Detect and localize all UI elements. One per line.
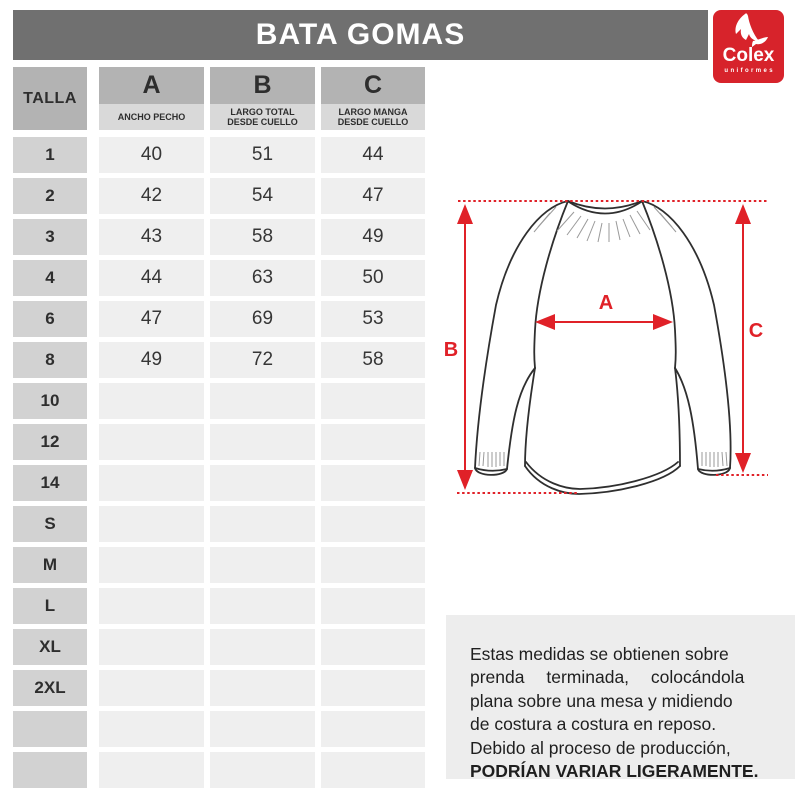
measure-b-cell: 54: [210, 178, 315, 214]
measure-c-cell: [321, 629, 425, 665]
measure-c-cell: 53: [321, 301, 425, 337]
table-row: [13, 547, 425, 583]
measure-c-cell: [321, 711, 425, 747]
measure-b-cell: [210, 711, 315, 747]
table-row: [13, 137, 425, 173]
note-line: Estas medidas se obtienen sobre: [470, 644, 729, 664]
measure-b-cell: 58: [210, 219, 315, 255]
measure-c-cell: [321, 424, 425, 460]
talla-header-cell: TALLA: [13, 67, 87, 130]
measure-b-cell: [210, 629, 315, 665]
logo-tagline-text: uniformes: [724, 68, 775, 74]
table-row: [13, 301, 425, 337]
measure-a-cell: [99, 383, 204, 419]
size-label-cell: 6: [13, 301, 87, 337]
wing-bird-icon: [713, 10, 784, 48]
size-label-cell: [13, 711, 87, 747]
size-label-cell: XL: [13, 629, 87, 665]
size-label-cell: 2: [13, 178, 87, 214]
title-bar: [13, 10, 708, 60]
note-line: prenda terminada, colocándola: [470, 667, 745, 688]
measure-c-cell: [321, 588, 425, 624]
size-label-cell: L: [13, 588, 87, 624]
measure-a-cell: [99, 752, 204, 788]
table-row: [13, 219, 425, 255]
table-row: [13, 752, 425, 788]
note-line: plana sobre una mesa y midiendo: [470, 690, 733, 711]
measure-a-label: A: [598, 292, 614, 314]
measure-b-cell: [210, 465, 315, 501]
measure-c-cell: [321, 383, 425, 419]
measurement-note: [446, 615, 795, 782]
measure-a-cell: 44: [99, 260, 204, 296]
measure-b-cell: [210, 506, 315, 542]
size-label-cell: 14: [13, 465, 87, 501]
table-row: [13, 506, 425, 542]
size-label-cell: 8: [13, 342, 87, 378]
measure-a-cell: 42: [99, 178, 204, 214]
logo-brand-text: Colex: [722, 45, 775, 66]
measure-b-cell: 51: [210, 137, 315, 173]
colex-logo: [713, 10, 784, 83]
table-row: [13, 629, 425, 665]
measure-c-label: C: [748, 320, 764, 342]
note-line: de costura a costura en reposo.: [470, 714, 717, 735]
arrowheads: [457, 204, 751, 490]
measure-b-cell: [210, 547, 315, 583]
measure-c-cell: 47: [321, 178, 425, 214]
size-label-cell: M: [13, 547, 87, 583]
measure-a-cell: 43: [99, 219, 204, 255]
measure-a-cell: 40: [99, 137, 204, 173]
table-row: [13, 588, 425, 624]
measure-c-cell: 44: [321, 137, 425, 173]
size-label-cell: 1: [13, 137, 87, 173]
measure-b-cell: [210, 670, 315, 706]
measure-a-cell: [99, 711, 204, 747]
measure-b-cell: [210, 752, 315, 788]
measure-a-cell: [99, 465, 204, 501]
column-header-a: [99, 67, 204, 130]
column-header-c: [321, 67, 425, 130]
measure-b-cell: 72: [210, 342, 315, 378]
size-label-cell: 2XL: [13, 670, 87, 706]
column-letter-a: A: [99, 67, 204, 104]
garment-outline: [475, 201, 731, 494]
measure-a-cell: [99, 506, 204, 542]
table-row: [13, 670, 425, 706]
note-line: Debido al proceso de producción,: [470, 737, 731, 758]
size-label-cell: S: [13, 506, 87, 542]
size-label-cell: 4: [13, 260, 87, 296]
measure-c-cell: [321, 465, 425, 501]
column-header-b: [210, 67, 315, 130]
table-row: [13, 260, 425, 296]
note-line: PODRÍAN VARIAR LIGERAMENTE.: [470, 761, 759, 782]
table-body: [13, 137, 425, 788]
measure-b-cell: 69: [210, 301, 315, 337]
size-label-cell: 12: [13, 424, 87, 460]
column-letter-b: B: [210, 67, 315, 104]
measure-a-cell: [99, 670, 204, 706]
measure-c-cell: [321, 670, 425, 706]
measure-c-cell: 50: [321, 260, 425, 296]
measure-a-cell: [99, 424, 204, 460]
measure-a-cell: 49: [99, 342, 204, 378]
size-table: [13, 67, 425, 788]
gathering-lines: [479, 207, 727, 467]
measure-c-cell: 49: [321, 219, 425, 255]
table-row: [13, 711, 425, 747]
column-label-a: ANCHO PECHO: [99, 104, 204, 130]
measure-c-cell: [321, 547, 425, 583]
measure-b-cell: [210, 383, 315, 419]
column-letter-c: C: [321, 67, 425, 104]
measure-b-cell: [210, 424, 315, 460]
garment-measurement-diagram: [440, 185, 800, 520]
measure-a-cell: [99, 588, 204, 624]
measure-b-cell: [210, 588, 315, 624]
size-label-cell: 3: [13, 219, 87, 255]
measure-b-label: B: [443, 339, 459, 361]
table-row: [13, 383, 425, 419]
measure-a-cell: [99, 547, 204, 583]
measure-b-cell: 63: [210, 260, 315, 296]
measure-a-cell: 47: [99, 301, 204, 337]
measure-c-cell: 58: [321, 342, 425, 378]
size-label-cell: [13, 752, 87, 788]
size-label-cell: 10: [13, 383, 87, 419]
measure-c-cell: [321, 506, 425, 542]
page-title: BATA GOMAS: [255, 18, 466, 51]
column-label-b: LARGO TOTAL DESDE CUELLO: [210, 104, 315, 130]
table-row: [13, 342, 425, 378]
table-row: [13, 465, 425, 501]
table-header-row: [13, 67, 425, 130]
table-row: [13, 178, 425, 214]
measure-c-cell: [321, 752, 425, 788]
measure-a-cell: [99, 629, 204, 665]
column-label-c: LARGO MANGA DESDE CUELLO: [321, 104, 425, 130]
table-row: [13, 424, 425, 460]
